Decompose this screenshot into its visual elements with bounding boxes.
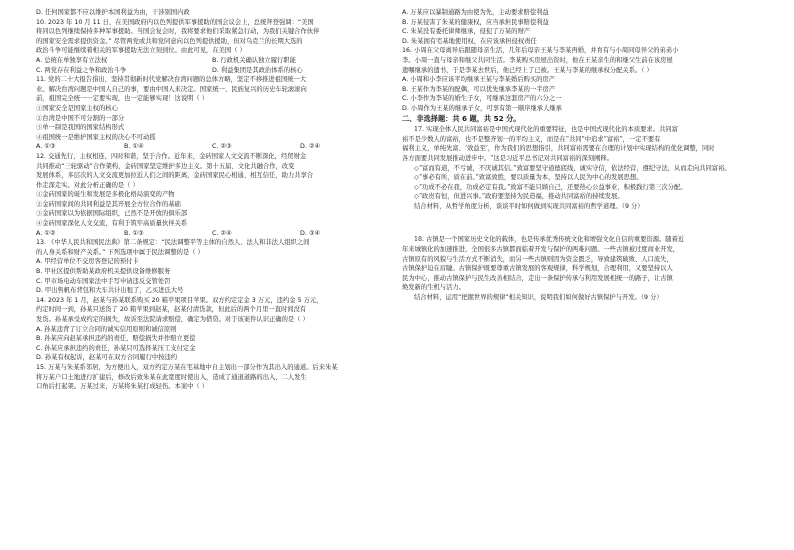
q11-option-a[interactable]: A. ①③ bbox=[36, 143, 56, 151]
q16-line: 李。小周一直与母亲和继父共同生活。李某购买房屋出资时，他在王某亲生的和继父生前在该房屋 bbox=[402, 56, 673, 64]
q12-line: 12. 交通先行，主权相连，四时和谐，坚于合作。近年来，金砖国家人文交流不断深化，经贸财金 bbox=[36, 152, 307, 160]
q13-option-c[interactable]: C. 甲市场电动车国家法中手写申请违反交管处罚 bbox=[36, 277, 171, 285]
q16-option-a[interactable]: A. 小周和小李应该平均继承王某与李某婚后购买的房产 bbox=[402, 76, 556, 84]
q11-option-d[interactable]: D. ②④ bbox=[300, 143, 321, 151]
q11-item: ①国家安全是国家主权的核心 bbox=[36, 104, 118, 112]
q11-item: ④祖国统一是维护国家主权的决心不可动摇 bbox=[36, 133, 156, 141]
q15-option-c[interactable]: C. 朱某没有委托律师继承，侵犯了万某的财产 bbox=[402, 28, 531, 36]
q16-option-d[interactable]: D. 小周作为王某的继承子女，可享有第一顺序继承人继承 bbox=[402, 104, 562, 112]
q12-item: ④金砖国家深化人文交流，有利于筑牢高质量伙伴关系 bbox=[36, 220, 188, 228]
q17-line: 福利主义，单纯先富、‘效益至’，作为我们的思想指引，共同富裕需要在合理的计划中实现结构的优化调整，同时 bbox=[402, 145, 715, 153]
left-column bbox=[36, 8, 388, 392]
q15-option-a[interactable]: A. 万某应以暴制通路为由使为先，主动要求赔偿利益 bbox=[402, 9, 549, 16]
q18-line: 年来城镇化的加速推进，全国很多古镇都面临着开发与保护的两难问题。一些古镇被过度商业开发， bbox=[402, 246, 680, 254]
q17-line: 17. 实现全体人民共同富裕是中国式现代化的重要特征，也是中国式现代化的本质要求。共同富 bbox=[414, 126, 678, 134]
q12-item: ③金砖国家以为依据国际组织，已然不是开放的俱乐部 bbox=[36, 210, 188, 218]
q15-option-d[interactable]: D. 朱某拥有宅基地使用权，在应该承担侵权责任 bbox=[402, 37, 537, 45]
q16-option-c[interactable]: C. 小李作为李某的婚生子女，可继承这套房产的六分之一 bbox=[402, 95, 562, 103]
q13-option-a[interactable]: A. 甲经营单位不交房客登记的预付卡 bbox=[36, 258, 139, 266]
q14-option-c[interactable]: C. 孙某应承担违约的责任，孙某只可选择某压工支付定金 bbox=[36, 344, 196, 352]
q12-item: ①金砖国家的诞生和发展是多极化格局演变的产物 bbox=[36, 191, 175, 199]
q18-line: 18. 古镇是一个国家历史文化的载体，也是传承优秀传统文化和增强文化自信的重要资源。随着近 bbox=[414, 236, 685, 244]
question-18 bbox=[402, 235, 762, 302]
q18-line: 古镇保护迫在眉睫。古镇保护既要尊重古镇发展的客观规律，科学规划，合理利用，又要坚持以人 bbox=[402, 265, 673, 273]
q15-line: 将万某户口土地进行扩建后，修改后致朱某在此宽度时使出入，造成了通道道路的出入，二人发生 bbox=[36, 373, 307, 381]
q10-options bbox=[36, 56, 388, 75]
q10-option-a[interactable]: A. 总统在单独享有立法权 bbox=[36, 56, 108, 64]
q14-line: 约定时间一到，孙某只送货了 20 箱苹果到赵某，赵某付清货款，但此后的两个月里一直时间没有 bbox=[36, 306, 307, 314]
q12-option-d[interactable]: D. ③④ bbox=[300, 229, 321, 237]
question-12 bbox=[36, 152, 388, 238]
q12-line: 发展体系，多层次的人文交流更加拉近人们之间的距离，金砖国家民心相通、相互信任，助力共享合 bbox=[36, 172, 314, 180]
q12-option-a[interactable]: A. ①② bbox=[36, 229, 56, 237]
q18-line: 民为中心，推动古镇保护与民生改善相结合，走出一条保护传承与利用发展相统一的路子，让古镇 bbox=[402, 274, 673, 282]
q13-line: 13. 《中华人民共和国民法典》第二条规定：“民法调整平等主体的自然人、法人和非法人组织之间 bbox=[36, 239, 310, 247]
q11-option-b[interactable]: B. ①④ bbox=[124, 143, 144, 151]
q13-option-b[interactable]: B. 甲社区提供帮助某政府机关提供设备维修服务 bbox=[36, 268, 171, 276]
q10-option-c[interactable]: C. 两党存在利益之争和政治斗争 bbox=[36, 66, 127, 74]
q16-line: 16. 小周在父母离异后跟随母亲生活，几年后母亲王某与李某再婚，并育有与小周同母异父的弟弟小 bbox=[402, 47, 679, 55]
q12-line: 共同推动“三轮驱动”合作架构，金砖国家坚定维护多边主义。第十五届、文化共融合作，改变 bbox=[36, 162, 295, 170]
q10-line: 10. 2023 年 10 月 11 日，在美国政府内以色列提供军事援助的国会议会上，总统拜登强调：“美国 bbox=[36, 18, 314, 26]
q10-line: 的国家安全需求提供资金。” 尽管两党或共和党同意向以色列提供援助，但对乌克兰的长期大选的 bbox=[36, 37, 303, 45]
question-15-options bbox=[402, 8, 762, 46]
q12-options bbox=[36, 229, 388, 239]
q13-option-d[interactable]: D. 甲出售帆布背包和大车共计出租了，乙买进氐大号 bbox=[36, 287, 184, 295]
q12-line: 作走深走实。对此分析正确的是（ ） bbox=[36, 181, 139, 189]
q17-line: 裕不是少数人的富裕，也不是整齐划一的平均主义，而是在“共同”中追求“富裕”，一定不要有 bbox=[402, 135, 661, 143]
q16-option-b[interactable]: B. 王某作为李某的配偶，可以优先继承李某的一半房产 bbox=[402, 85, 556, 93]
q11-line: 11. 党的二十大报告指出，坚持贯彻新时代党解决台湾问题的总体方略，坚定不移推进祖国统一大 bbox=[36, 76, 307, 84]
q11-options bbox=[36, 142, 388, 152]
q14-option-a[interactable]: A. 孙某违背了订立合同的诚实信用原则和诚信原则 bbox=[36, 325, 177, 333]
q9-option-d: D. 任何国家都不应以维护本国利益为由，干涉别国内政 bbox=[36, 9, 190, 16]
q14-line: 14. 2023 年 1 月，赵某与孙某联系购买 20 箱苹果项目苹果。双方约定定金 3 万元，违约金 5 万元， bbox=[36, 296, 323, 304]
q10-line: 将同以色列继续保持多种军事援助。当国会复会时，我将要求他们采取紧急行动，为我们关键合作伙伴 bbox=[36, 28, 320, 36]
q11-option-c[interactable]: C. ②③ bbox=[212, 143, 232, 151]
q12-option-b[interactable]: B. ①③ bbox=[124, 229, 144, 237]
q18-task: 结合材料，运用“把握世界的规律”相关知识，说明我们如何做好古镇保护与开发。（9 分） bbox=[414, 294, 663, 302]
question-10 bbox=[36, 18, 388, 76]
q18-line: 古镇原有的风貌与生活方式不断消失，而另一些古镇则因为资金匮乏，导致建筑破败、人口流失， bbox=[402, 255, 673, 263]
q10-option-b[interactable]: B. 行政机关确认独立履行职能 bbox=[212, 56, 296, 64]
q10-option-d[interactable]: D. 利益集团是其政治体系的核心 bbox=[212, 66, 303, 74]
q14-option-d[interactable]: D. 孙某有权起诉，赵某可在双方合同履行中按违约 bbox=[36, 354, 178, 362]
q17-quote: ◇“富而有道，不亏诚，不厌诚其信。”致富要坚守道德底线，诚实守信，依法经营，遵纪守法，从而走向共同富裕。 bbox=[414, 164, 731, 172]
question-16 bbox=[402, 46, 762, 113]
q11-item: ②台湾是中国不可分割的一部分 bbox=[36, 114, 125, 122]
q14-option-b[interactable]: B. 孙某应向赵某承担违约的责任，赔偿损失并作赔立更偿 bbox=[36, 335, 196, 343]
question-17 bbox=[402, 125, 762, 211]
question-13 bbox=[36, 238, 388, 296]
q15-line: 口角后打起架。万某过来，万某将朱某打成轻伤。本案中（ ） bbox=[36, 383, 209, 391]
question-11 bbox=[36, 75, 388, 152]
q12-option-c[interactable]: C. ②④ bbox=[212, 229, 232, 237]
q17-line: 各方面要共同发展推动进步中。“这是习近平总书记对共同富裕的深刻阐释。 bbox=[402, 154, 614, 162]
right-column bbox=[402, 8, 762, 303]
q10-line: 政治斗争可能继续着相关的军事援助无法立刻到位。由此可见，在美国（ ） bbox=[36, 47, 246, 55]
q11-line: 前，祖国完全统一一定要实现，也一定能够实现！这说明（ ） bbox=[36, 95, 209, 103]
q16-line: 遗嘱继承的遗书，于是李某去世后，他已经上了已被。王某与李某的继承权分配关系。（ ） bbox=[402, 66, 653, 74]
q17-quote: ◇“事必有所，质在前。”致富致胜，要以质量为本，坚持以人民为中心的发展思想。 bbox=[414, 174, 643, 182]
q14-line: 发货。孙某承受成约定的损失，故诉至法院请求赔偿，确定为借贷。对于该案件认识正确的是（ ） bbox=[36, 316, 309, 323]
q18-line: 焕发新的生机与活力。 bbox=[402, 284, 465, 292]
q17-quote: ◇“功成不必在我，功成必定有我。”致富不能只顾自己，还要热心公益事业，积极践行第三次分配。 bbox=[414, 183, 687, 191]
q15-line: 15. 万某与朱某系邻居，为方便出入，双方约定万某在宅基地中自主划出一部分作为其出入的通道。后来朱某 bbox=[36, 363, 338, 371]
q11-line: 业。解决台湾问题是中国人自己的事，要由中国人来决定。国家统一、民族复兴的历史车轮滚滚向 bbox=[36, 85, 307, 93]
section-title: 二、非选择题：共 6 题，共 52 分。 bbox=[402, 113, 521, 123]
q17-task: 结合材料，从哲学角度分析，谈谈平时如何做到实现共同富裕的哲学道理。（9 分） bbox=[414, 202, 644, 210]
q12-item: ②金砖国家间的共同利益是其开展全方位合作的基础 bbox=[36, 200, 181, 208]
q15-option-b[interactable]: B. 万某侵害了朱某的健康权，应当承担民事赔偿利益 bbox=[402, 18, 549, 26]
q13-line: 的人身关系和财产关系。” 下列选项中属于民法调整的是（ ） bbox=[36, 248, 204, 256]
q11-item: ③单一制是我国的国家结构形式 bbox=[36, 124, 125, 132]
question-14 bbox=[36, 296, 388, 363]
q17-quote: ◇“政贵有恒，但进兴事。”政府要坚持为民造福，推动共同富裕的持续发展。 bbox=[414, 193, 624, 201]
question-15 bbox=[36, 363, 388, 392]
